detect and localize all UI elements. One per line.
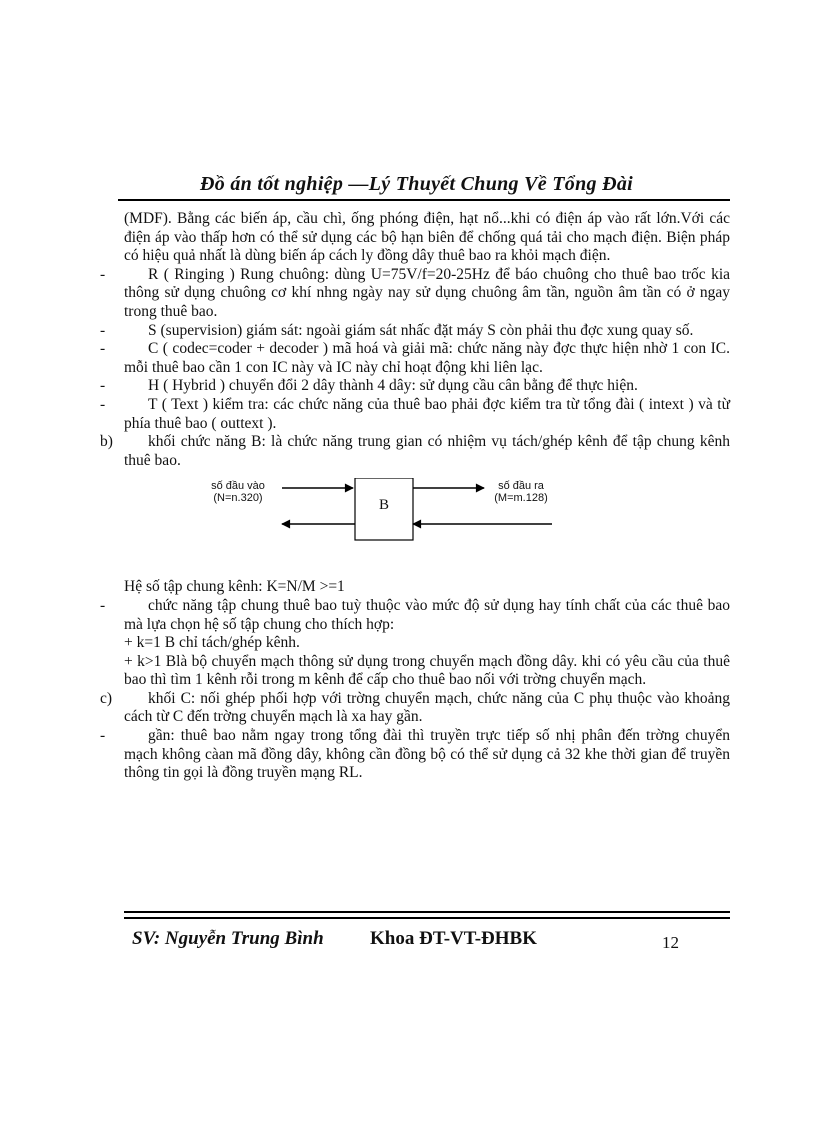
list-item-text: C ( codec=coder + decoder ) mã hoá và giải mã: chức năng này đợc thực hiện nhờ 1 con IC. mỗi thuê bao cần 1 con IC này và IC này chỉ hoạt động khi liên lạc. [124,340,730,376]
list-item-text: R ( Ringing ) Rung chuông: dùng U=75V/f=20-25Hz để báo chuông cho thuê bao trốc kia thông sử dụng chuông cơ khí nhng ngày nay sử dụng chuông âm tần, nguồn âm tần có ở ngay trong thuê bao. [124,265,730,320]
list-item [100,377,730,396]
intro-paragraph: (MDF). Bằng các biến áp, cầu chì, ống phóng điện, hạt nổ...khi có điện áp vào rất lớn.Với các điện áp vào thấp hơn có thể sử dụng các bộ hạn biên để chống quá tải cho mạch điện. Biện pháp có hiệu quả nhất là dùng biến áp cách ly đồng dây thuê bao ra khỏi mạch điện. [124,210,730,265]
list-item [100,321,730,341]
footer-rule-bottom [124,917,730,919]
list-item [100,596,730,634]
list-item-text: S (supervision) giám sát: ngoài giám sát nhấc đặt máy S còn phải thu đợc xung quay số. [148,321,694,339]
list-item [100,265,730,322]
list-marker: - [100,727,106,745]
list-item [100,689,730,727]
student-name: SV: Nguyễn Trung Bình [132,928,324,949]
list-marker: - [100,377,106,395]
department: Khoa ĐT-VT-ĐHBK [370,928,538,949]
header-rule [118,199,730,201]
list-marker: - [100,321,106,339]
k-greater-one: + k>1 Blà bộ chuyển mạch thông sử dụng trong chuyển mạch đồng dây. khi có yêu cầu của thuê bao thì tìm 1 kênh rỗi trong m kênh để cấp cho thuê bao nối với trờng chuyển mạch. [124,652,730,689]
list-item [100,727,730,783]
k-equal-one: + k=1 B chỉ tách/ghép kênh. [124,634,300,652]
list-item-text: chức năng tập chung thuê bao tuỳ thuộc vào mức độ sử dụng hay tính chất của các thuê bao mà lựa chọn hệ số tập chung cho thích hợp: [124,596,730,633]
list-item-text: H ( Hybrid ) chuyển đổi 2 dây thành 4 dây: sử dụng cầu cân bằng để thực hiện. [148,377,638,395]
block-b-label: B [378,497,389,514]
list-item-text: khối chức năng B: là chức năng trung gian có nhiệm vụ tách/ghép kênh để tập chung kênh thuê bao. [124,433,730,469]
list-marker: c) [100,689,113,707]
page-number: 12 [662,933,679,952]
block-b-diagram [124,478,730,568]
list-marker: - [100,596,106,614]
list-item [100,433,730,470]
list-marker: - [100,265,106,283]
output-label: số đầu ra (M=m.128) [494,480,548,505]
page-body [100,210,730,783]
list-item [100,395,730,433]
list-marker: - [100,395,106,413]
list-marker: - [100,340,106,358]
list-item [100,340,730,377]
list-marker: b) [100,433,113,451]
list-item-text: khối C: nối ghép phối hợp với trờng chuyển mạch, chức năng của C phụ thuộc vào khoảng cách từ C đến trờng chuyển mạch là xa hay gần. [124,689,730,726]
list-item-text: gần: thuê bao nằm ngay trong tổng đài thì truyền trực tiếp số nhị phân đến trờng chuyển mạch không càan mã đồng dây, không cần đồng bộ có thể sử dụng cả 32 khe thời gian để truyền thông tin gọi là đồng truyền mạng RL. [124,727,730,782]
input-label: số đầu vào (N=n.320) [211,480,265,505]
list-item-text: T ( Text ) kiểm tra: các chức năng của thuê bao phải đợc kiểm tra từ tổng đài ( intext ) và từ phía thuê bao ( outtext ). [124,395,730,432]
concentration-ratio: Hệ số tập chung kênh: K=N/M >=1 [124,578,345,596]
header-title: Đồ án tốt nghiệp —Lý Thuyết Chung Về Tổng Đài [200,173,633,195]
footer-rule-top [124,911,730,913]
